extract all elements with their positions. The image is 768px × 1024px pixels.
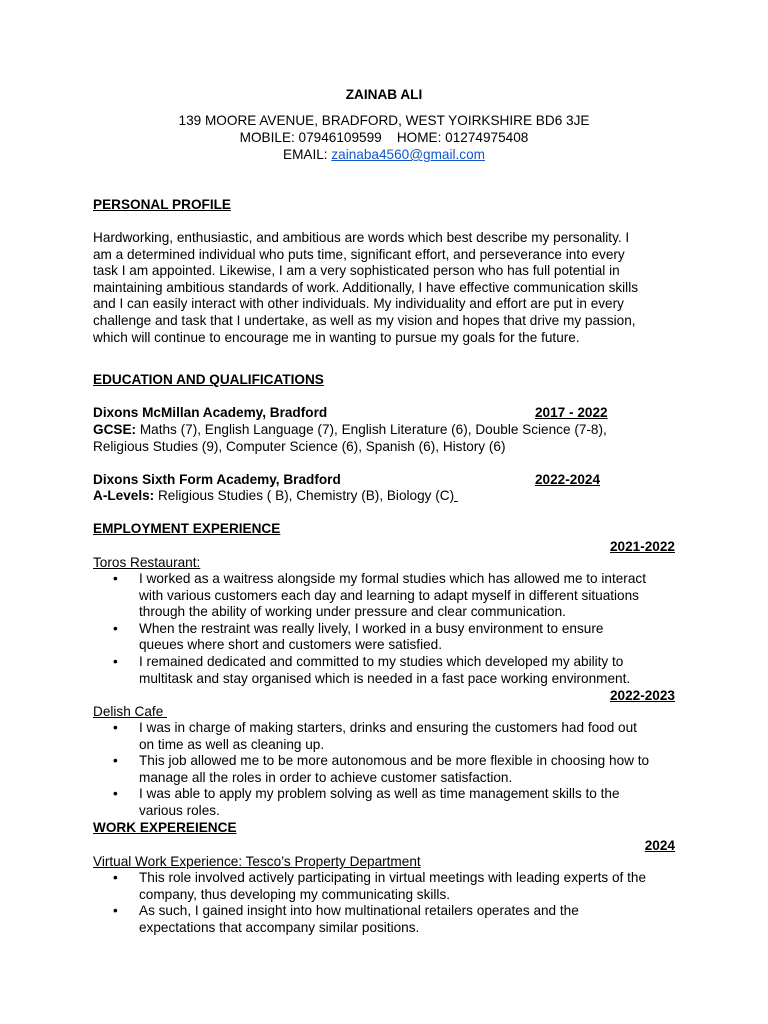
school2-name: Dixons Sixth Form Academy, Bradford	[93, 472, 341, 487]
list-item	[93, 654, 683, 687]
job1-years: 2021-2022	[609, 539, 675, 554]
phone-line: MOBILE: 07946109599 HOME: 01274975408	[239, 130, 529, 145]
list-item	[93, 786, 683, 819]
gcse-label: GCSE:	[93, 422, 137, 437]
bullet-line: manage all the roles in order to achieve customer satisfaction.	[139, 769, 513, 785]
job2-title: Delish Cafe	[93, 704, 168, 719]
profile-line: and I can easily interact with other individuals. My individuality and effort are put in every	[93, 296, 624, 312]
bullet-line: multitask and stay organised which is needed in a fast pace working environment.	[139, 670, 631, 686]
bullet-line: expectations that accompany similar positions.	[139, 919, 420, 935]
profile-line: task I am appointed. Likewise, I am a very sophisticated person who has full potential in	[93, 263, 620, 279]
bullet-icon: •	[113, 571, 118, 586]
work-years: 2024	[644, 838, 675, 853]
candidate-name: ZAINAB ALI	[345, 87, 423, 102]
bullet-icon: •	[113, 870, 118, 885]
work-bullets	[93, 870, 683, 936]
bullet-line: company, thus developing my communicating skills.	[139, 886, 451, 902]
bullet-icon: •	[113, 720, 118, 735]
alevels-trailing-space	[454, 488, 458, 503]
profile-line: Hardworking, enthusiastic, and ambitious are words which best describe my personality. I	[93, 230, 630, 245]
bullet-line: As such, I gained insight into how multinational retailers operates and the	[139, 903, 579, 919]
list-item	[93, 571, 683, 621]
list-item	[93, 870, 683, 903]
bullet-line: queues where short and customers were satisfied.	[139, 637, 442, 653]
address-line: 139 MOORE AVENUE, BRADFORD, WEST YOIRKSHIRE BD6 3JE	[178, 113, 590, 128]
alevels-label: A-Levels:	[93, 488, 155, 503]
school2-years: 2022-2024	[535, 472, 601, 487]
email-label: EMAIL:	[283, 147, 332, 162]
bullet-icon: •	[113, 620, 118, 636]
bullet-line: When the restraint was really lively, I worked in a busy environment to ensure	[139, 620, 604, 636]
school1-gcse	[93, 422, 607, 439]
personal-profile-text	[93, 230, 673, 346]
profile-line: challenge and task that I undertake, as well as my vision and hopes that drive my passion,	[93, 312, 636, 328]
bullet-line: I remained dedicated and committed to my studies which developed my ability to	[139, 653, 624, 669]
email-line	[0, 147, 768, 164]
bullet-line: various roles.	[139, 802, 220, 818]
personal-profile-heading: PERSONAL PROFILE	[93, 197, 231, 212]
bullet-line: on time as well as cleaning up.	[139, 736, 325, 752]
bullet-line: I was able to apply my problem solving as well as time management skills to the	[139, 786, 620, 802]
bullet-icon: •	[113, 753, 118, 769]
education-heading: EDUCATION AND QUALIFICATIONS	[93, 372, 324, 387]
job2-bullets	[93, 720, 683, 820]
job1-bullets	[93, 571, 683, 687]
job1-title: Toros Restaurant:	[93, 555, 201, 570]
bullet-line: I worked as a waitress alongside my formal studies which has allowed me to interact	[139, 571, 646, 586]
bullet-line: through the ability of working under pressure and clear communication.	[139, 604, 566, 620]
list-item	[93, 621, 683, 654]
job2-years: 2022-2023	[609, 688, 675, 703]
gcse-line2: Religious Studies (9), Computer Science (6), Spanish (6), History (6)	[93, 439, 506, 454]
work-title: Virtual Work Experience: Tesco’s Property Department	[93, 854, 421, 869]
bullet-line: with various customers each day and learning to adapt myself in different situations	[139, 587, 639, 603]
alevels-line1: Religious Studies ( B), Chemistry (B), Biology (C)	[154, 488, 455, 503]
bullet-icon: •	[113, 903, 118, 919]
list-item	[93, 903, 683, 936]
gcse-line1: Maths (7), English Language (7), English Literature (6), Double Science (7-8),	[136, 422, 607, 437]
bullet-line: This job allowed me to be more autonomous and be more flexible in choosing how to	[139, 753, 650, 769]
bullet-line: I was in charge of making starters, drinks and ensuring the customers had food out	[139, 720, 637, 735]
profile-line: which will continue to encourage me in wanting to pursue my goals for the future.	[93, 329, 580, 345]
work-experience-heading: WORK EXPEREIENCE	[93, 820, 237, 835]
school1-years: 2017 - 2022	[535, 405, 608, 420]
employment-heading: EMPLOYMENT EXPERIENCE	[93, 521, 281, 536]
bullet-icon: •	[113, 786, 118, 802]
school2-alevels	[93, 488, 458, 505]
school1-name: Dixons McMillan Academy, Bradford	[93, 405, 328, 420]
profile-line: maintaining ambitious standards of work. Additionally, I have effective communication skills	[93, 279, 639, 295]
profile-line: am a determined individual who puts time, significant effort, and perseverance into every	[93, 246, 625, 262]
list-item	[93, 720, 683, 753]
bullet-line: This role involved actively participating in virtual meetings with leading experts of the	[139, 870, 646, 885]
email-link[interactable]: zainaba4560@gmail.com	[331, 147, 485, 162]
list-item	[93, 753, 683, 786]
bullet-icon: •	[113, 653, 118, 669]
